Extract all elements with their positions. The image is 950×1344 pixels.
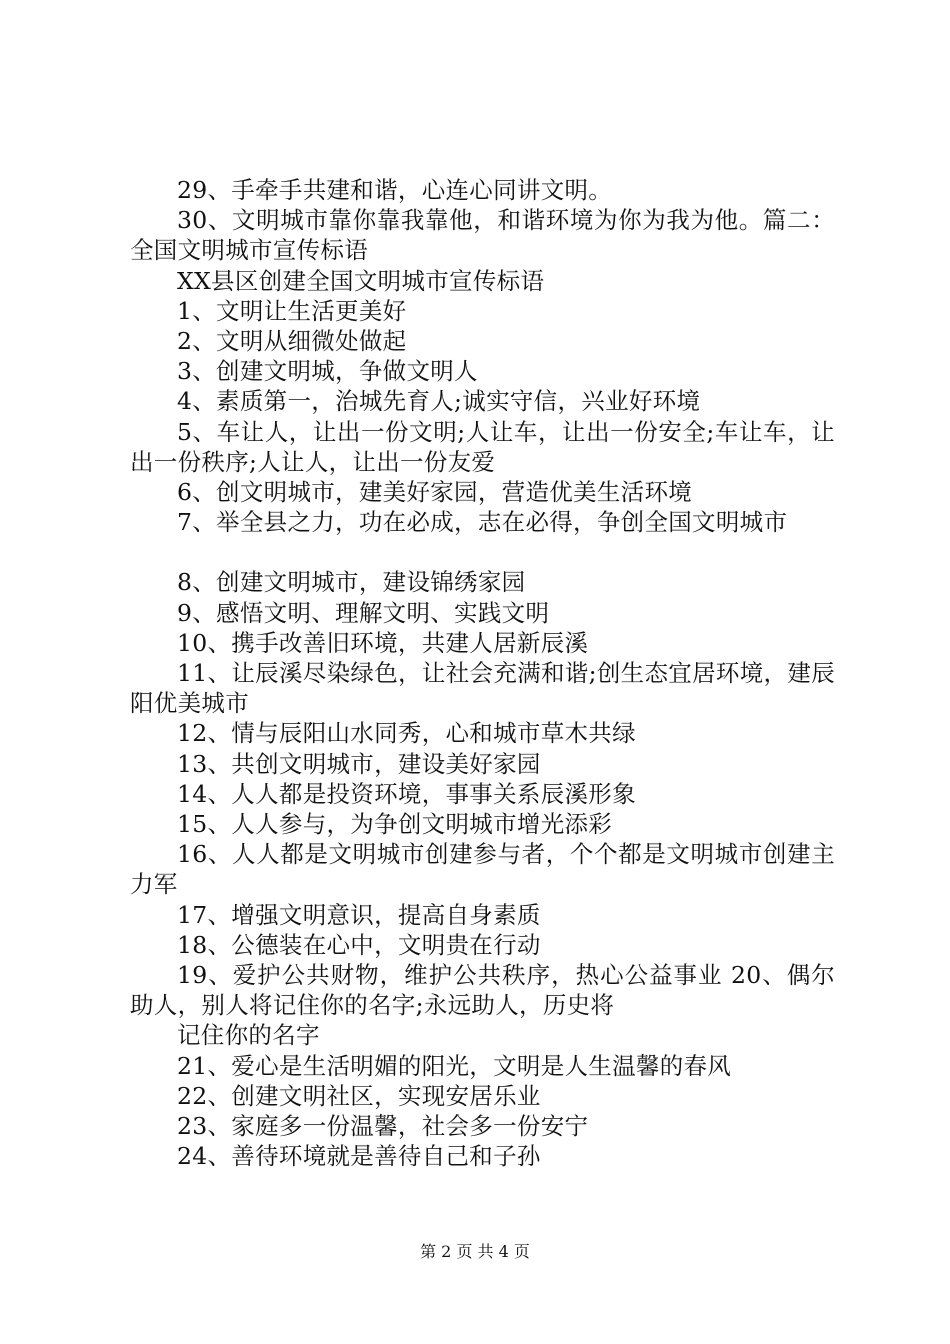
- paragraph-4: 4、素质第一，治城先育人;诚实守信，兴业好环境: [177, 387, 701, 416]
- section-heading: XX县区创建全国文明城市宣传标语: [177, 266, 545, 295]
- paragraph-3: 3、创建文明城，争做文明人: [177, 357, 478, 386]
- paragraph-8: 8、创建文明城市，建设锦绣家园: [177, 568, 526, 597]
- paragraph-13: 13、共创文明城市，建设美好家园: [177, 749, 541, 778]
- paragraph-6: 6、创文明城市，建美好家园，营造优美生活环境: [177, 478, 693, 507]
- paragraph-1: 1、文明让生活更美好: [177, 296, 407, 325]
- paragraph-23: 23、家庭多一份温馨，社会多一份安宁: [177, 1112, 589, 1141]
- paragraph-2: 2、文明从细微处做起: [177, 327, 407, 356]
- paragraph-18: 18、公德装在心中，文明贵在行动: [177, 930, 541, 959]
- blank-line: [130, 537, 835, 567]
- paragraph-12: 12、情与辰阳山水同秀，心和城市草木共绿: [177, 719, 636, 748]
- paragraph-20-continued: 记住你的名字: [177, 1021, 320, 1050]
- paragraph-17: 17、增强文明意识，提高自身素质: [177, 900, 541, 929]
- paragraph-21: 21、爱心是生活明媚的阳光，文明是人生温馨的春风: [177, 1051, 732, 1080]
- paragraph-29: 29、手牵手共建和谐，心连心同讲文明。: [177, 176, 613, 204]
- paragraph-15: 15、人人参与，为争创文明城市增光添彩: [177, 810, 613, 839]
- paragraph-7: 7、举全县之力，功在必成，志在必得，争创全国文明城市: [177, 508, 788, 537]
- page-footer: 第 2 页 共 4 页: [420, 1242, 530, 1261]
- paragraph-19-20: 19、爱护公共财物，维护公共秩序，热心公益事业 20、偶尔助人，别人将记住你的名字;永远助人，历史将: [130, 961, 835, 1020]
- paragraph-30: 30、文明城市靠你靠我靠他，和谐环境为你为我为他。篇二：全国文明城市宣传标语: [130, 206, 835, 265]
- paragraph-24: 24、善待环境就是善待自己和子孙: [177, 1142, 541, 1171]
- paragraph-11: 11、让辰溪尽染绿色，让社会充满和谐;创生态宜居环境，建辰阳优美城市: [130, 659, 835, 718]
- paragraph-5: 5、车让人，让出一份文明;人让车，让出一份安全;车让车，让出一份秩序;人让人，让出一份友爱: [130, 417, 835, 476]
- paragraph-9: 9、感悟文明、理解文明、实践文明: [177, 598, 550, 627]
- paragraph-22: 22、创建文明社区，实现安居乐业: [177, 1081, 541, 1110]
- paragraph-16: 16、人人都是文明城市创建参与者，个个都是文明城市创建主力军: [130, 840, 835, 899]
- paragraph-10: 10、携手改善旧环境，共建人居新辰溪: [177, 628, 589, 657]
- paragraph-14: 14、人人都是投资环境，事事关系辰溪形象: [177, 779, 636, 808]
- document-body: [130, 175, 835, 1172]
